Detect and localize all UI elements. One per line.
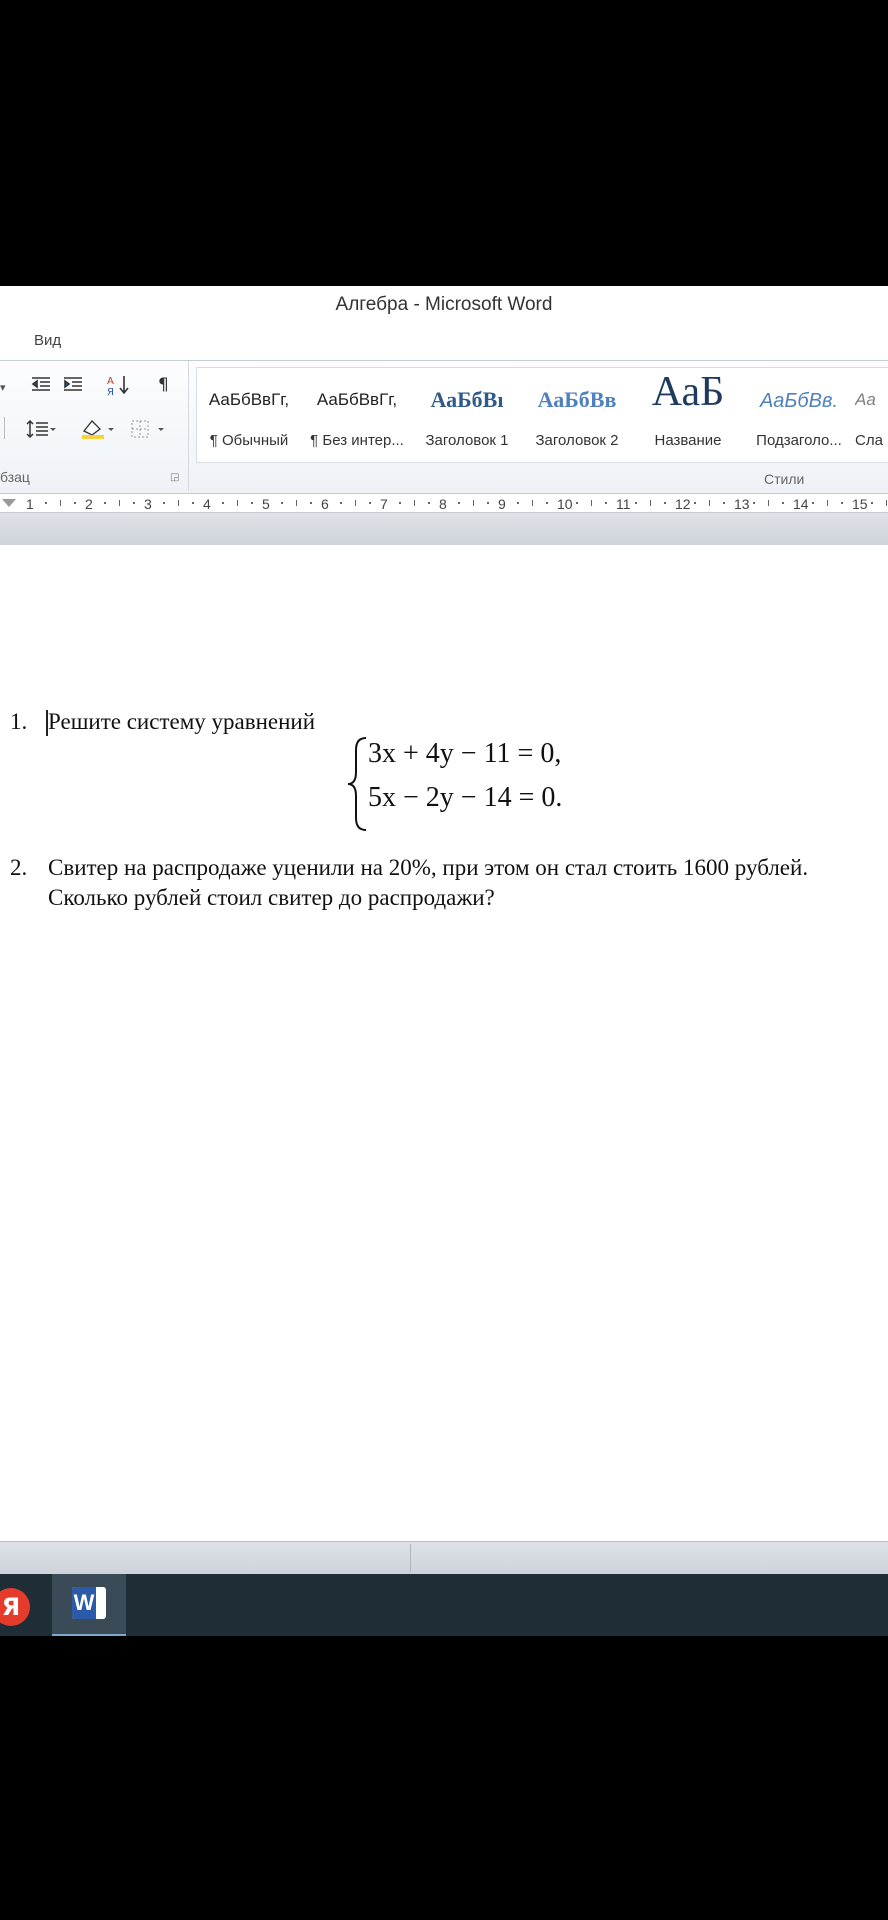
ruler-label: 15 [852, 496, 868, 512]
ruler-tick [591, 500, 592, 506]
chevron-down-icon[interactable]: ▾ [0, 381, 6, 394]
ruler-dot [281, 502, 283, 504]
style-preview: АаБбВв. [759, 390, 839, 412]
window-title: Алгебра - Microsoft Word [335, 294, 553, 315]
style-preview: АаБ [651, 369, 725, 415]
ruler-label: 6 [321, 496, 329, 512]
ruler-label: 1 [26, 496, 34, 512]
ribbon [0, 361, 888, 494]
ruler-dot [369, 502, 371, 504]
ruler-dot [104, 502, 106, 504]
ruler-label: 2 [85, 496, 93, 512]
ruler-dot [605, 502, 607, 504]
question-2-line-1: Свитер на распродаже уценили на 20%, при этом он стал стоить 1600 рублей. [48, 855, 809, 880]
style-name: Сла [855, 432, 883, 449]
ruler-dot [517, 502, 519, 504]
style-no-spacing[interactable] [305, 368, 409, 462]
styles-gallery[interactable] [196, 367, 888, 463]
ruler-label: 11 [616, 496, 631, 512]
document-page[interactable] [0, 546, 888, 1556]
question-2-line-2: Сколько рублей стоил свитер до распродажи? [48, 885, 495, 910]
ruler-tick [473, 500, 474, 506]
ruler-dot [546, 502, 548, 504]
yandex-browser-icon[interactable]: Я [0, 1588, 30, 1626]
style-heading-2[interactable] [525, 368, 629, 462]
ruler-dot [694, 502, 696, 504]
ruler-tick [119, 500, 120, 506]
ruler-dot [222, 502, 224, 504]
ruler-tick [532, 500, 533, 506]
decrease-indent-icon[interactable] [30, 375, 52, 400]
ruler-label: 8 [439, 496, 447, 512]
brace-icon [346, 734, 370, 834]
paragraph-group [0, 361, 189, 491]
ruler-label: 5 [262, 496, 270, 512]
ruler-dot [782, 502, 784, 504]
ruler-tick [178, 500, 179, 506]
status-bar [0, 1541, 888, 1574]
paragraph-group-label: бзац [0, 469, 30, 485]
tab-view[interactable]: Вид [34, 332, 62, 349]
ruler-tick [650, 500, 651, 506]
question-1-text: Решите систему уравнений [48, 709, 316, 734]
text-cursor [46, 710, 48, 736]
ruler-label: 9 [498, 496, 506, 512]
list-number: 2. [10, 855, 28, 880]
taskbar-word-button[interactable] [52, 1574, 126, 1636]
list-number: 1. [10, 709, 28, 734]
ruler-dot [871, 502, 873, 504]
style-subtitle[interactable] [747, 368, 851, 462]
ruler[interactable] [0, 494, 888, 513]
ruler-dot [74, 502, 76, 504]
ruler-label: 14 [793, 496, 809, 512]
ruler-dot [576, 502, 578, 504]
ruler-tick [237, 500, 238, 506]
taskbar [0, 1574, 888, 1636]
dialog-launcher-icon[interactable]: ◲ [170, 472, 180, 483]
ruler-dot [458, 502, 460, 504]
ruler-label: 10 [557, 496, 573, 512]
ruler-dot [340, 502, 342, 504]
ruler-label: 13 [734, 496, 750, 512]
ruler-dot [45, 502, 47, 504]
style-preview: АаБбВв [537, 387, 617, 412]
title-bar [0, 286, 888, 326]
style-name: ¶ Без интер... [310, 432, 404, 449]
style-preview: АаБбВвГг, [208, 390, 290, 409]
ruler-dot [399, 502, 401, 504]
pilcrow-icon[interactable]: ¶ [158, 375, 169, 395]
styles-group-label: Стили [764, 471, 805, 487]
style-normal[interactable] [197, 368, 301, 462]
ruler-tick [296, 500, 297, 506]
ruler-dot [812, 502, 814, 504]
svg-text:Я: Я [107, 387, 114, 397]
ruler-dot [635, 502, 637, 504]
ruler-tick [60, 500, 61, 506]
sort-icon[interactable] [106, 373, 130, 402]
ruler-dot [163, 502, 165, 504]
style-name: Заголовок 1 [425, 432, 509, 449]
style-title[interactable] [633, 368, 743, 462]
ruler-shadow-band [0, 513, 888, 545]
word-icon [72, 1587, 106, 1619]
style-subtle-emphasis[interactable] [855, 368, 888, 462]
shading-icon[interactable] [80, 417, 114, 446]
line-spacing-icon[interactable] [26, 419, 56, 444]
divider-icon [4, 417, 6, 444]
ruler-tick [886, 500, 887, 506]
style-preview: АаБбВвГг, [316, 390, 398, 409]
word-letter: W [72, 1587, 96, 1619]
svg-text:A: A [107, 376, 114, 387]
ruler-dot [487, 502, 489, 504]
ruler-tick [414, 500, 415, 506]
ruler-tick [355, 500, 356, 506]
ruler-dot [753, 502, 755, 504]
borders-icon[interactable] [130, 419, 170, 444]
ruler-tick [768, 500, 769, 506]
ruler-label: 12 [675, 496, 691, 512]
ruler-label: 4 [203, 496, 211, 512]
equation-1: 3x + 4y − 11 = 0, [368, 738, 562, 769]
equation-system [346, 734, 596, 834]
style-name: ¶ Обычный [209, 432, 289, 449]
ruler-dot [664, 502, 666, 504]
style-preview: Аа [855, 390, 876, 409]
ruler-dot [133, 502, 135, 504]
style-name: Заголовок 2 [535, 432, 619, 449]
ribbon-tabs [0, 326, 888, 361]
ruler-label: 7 [380, 496, 388, 512]
ruler-dot [428, 502, 430, 504]
ruler-dot [841, 502, 843, 504]
screen [0, 286, 888, 1636]
ruler-dot [723, 502, 725, 504]
style-name: Подзаголо... [756, 432, 842, 449]
ruler-tick [709, 500, 710, 506]
equation-2: 5x − 2y − 14 = 0. [368, 782, 563, 813]
ruler-dot [310, 502, 312, 504]
status-separator [410, 1544, 411, 1572]
ruler-dot [251, 502, 253, 504]
ruler-label: 3 [144, 496, 152, 512]
style-preview: АаБбВı [430, 387, 504, 412]
increase-indent-icon[interactable] [62, 375, 84, 400]
style-name: Название [654, 432, 722, 449]
ruler-tick [827, 500, 828, 506]
first-line-indent-marker[interactable] [2, 499, 16, 507]
style-heading-1[interactable] [415, 368, 519, 462]
ruler-dot [192, 502, 194, 504]
